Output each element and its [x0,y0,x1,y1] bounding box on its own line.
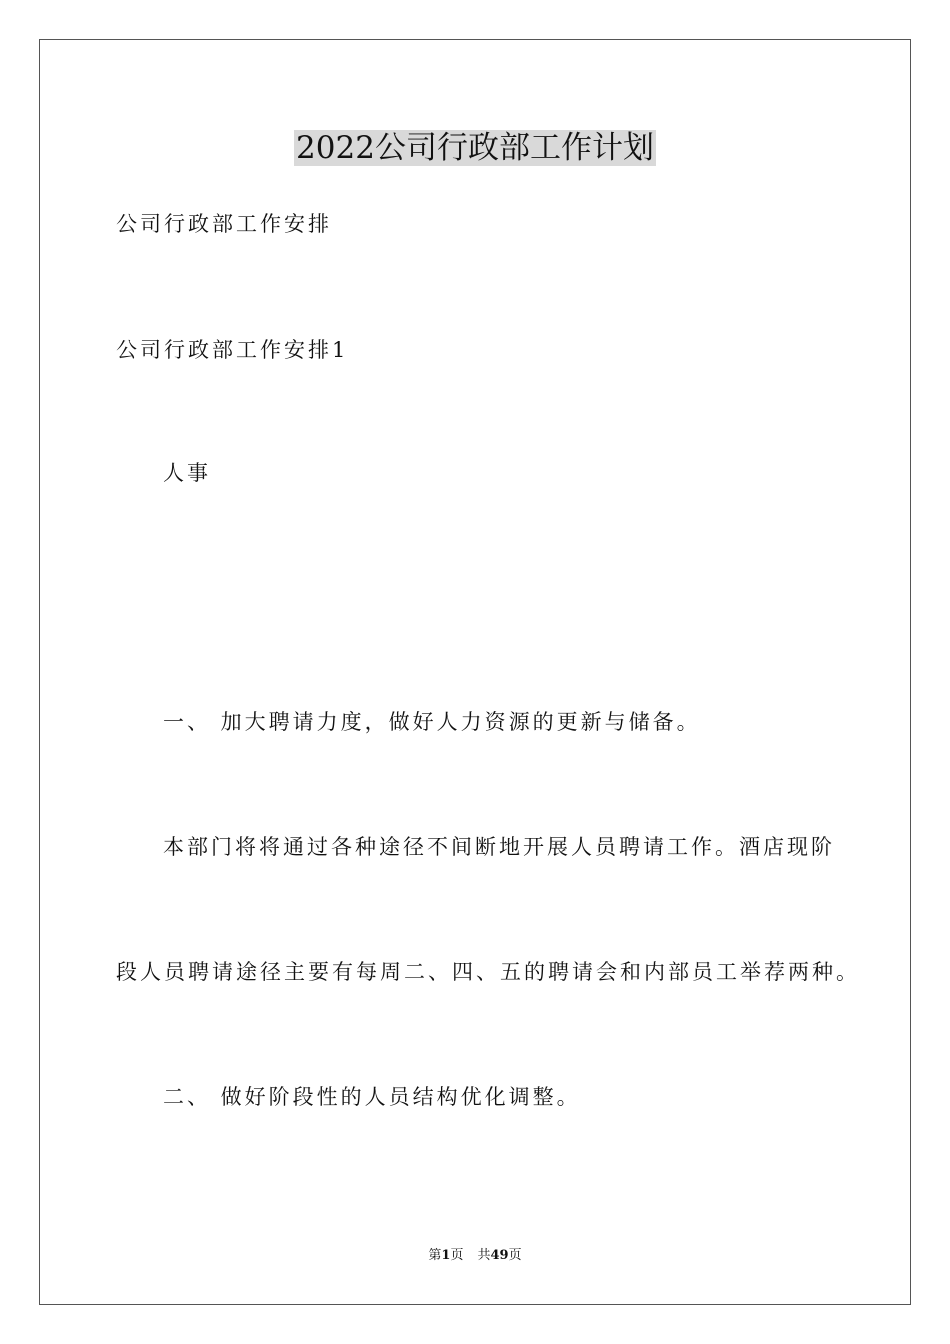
item-two-heading: 二、 做好阶段性的人员结构优化调整。 [163,1085,581,1109]
subsection-heading: 公司行政部工作安排1 [116,338,349,362]
document-title [0,128,950,168]
topic-heading: 人事 [163,461,211,485]
total-prefix: 共 [477,1248,491,1263]
total-pages: 49 [490,1248,509,1263]
page-prefix: 第 [428,1248,442,1263]
document-title-text: 2022公司行政部工作计划 [296,130,654,166]
total-suffix: 页 [508,1248,522,1263]
body-paragraph-line: 段人员聘请途径主要有每周二、四、五的聘请会和内部员工举荐两种。 [116,960,860,984]
body-paragraph-line: 本部门将将通过各种途径不间断地开展人员聘请工作。酒店现阶 [163,835,835,859]
item-one-heading: 一、 加大聘请力度，做好人力资源的更新与储备。 [163,710,701,734]
page-suffix: 页 [450,1248,464,1263]
page-footer [0,1247,950,1265]
section-heading: 公司行政部工作安排 [116,212,332,236]
page-number: 1 [441,1248,451,1263]
